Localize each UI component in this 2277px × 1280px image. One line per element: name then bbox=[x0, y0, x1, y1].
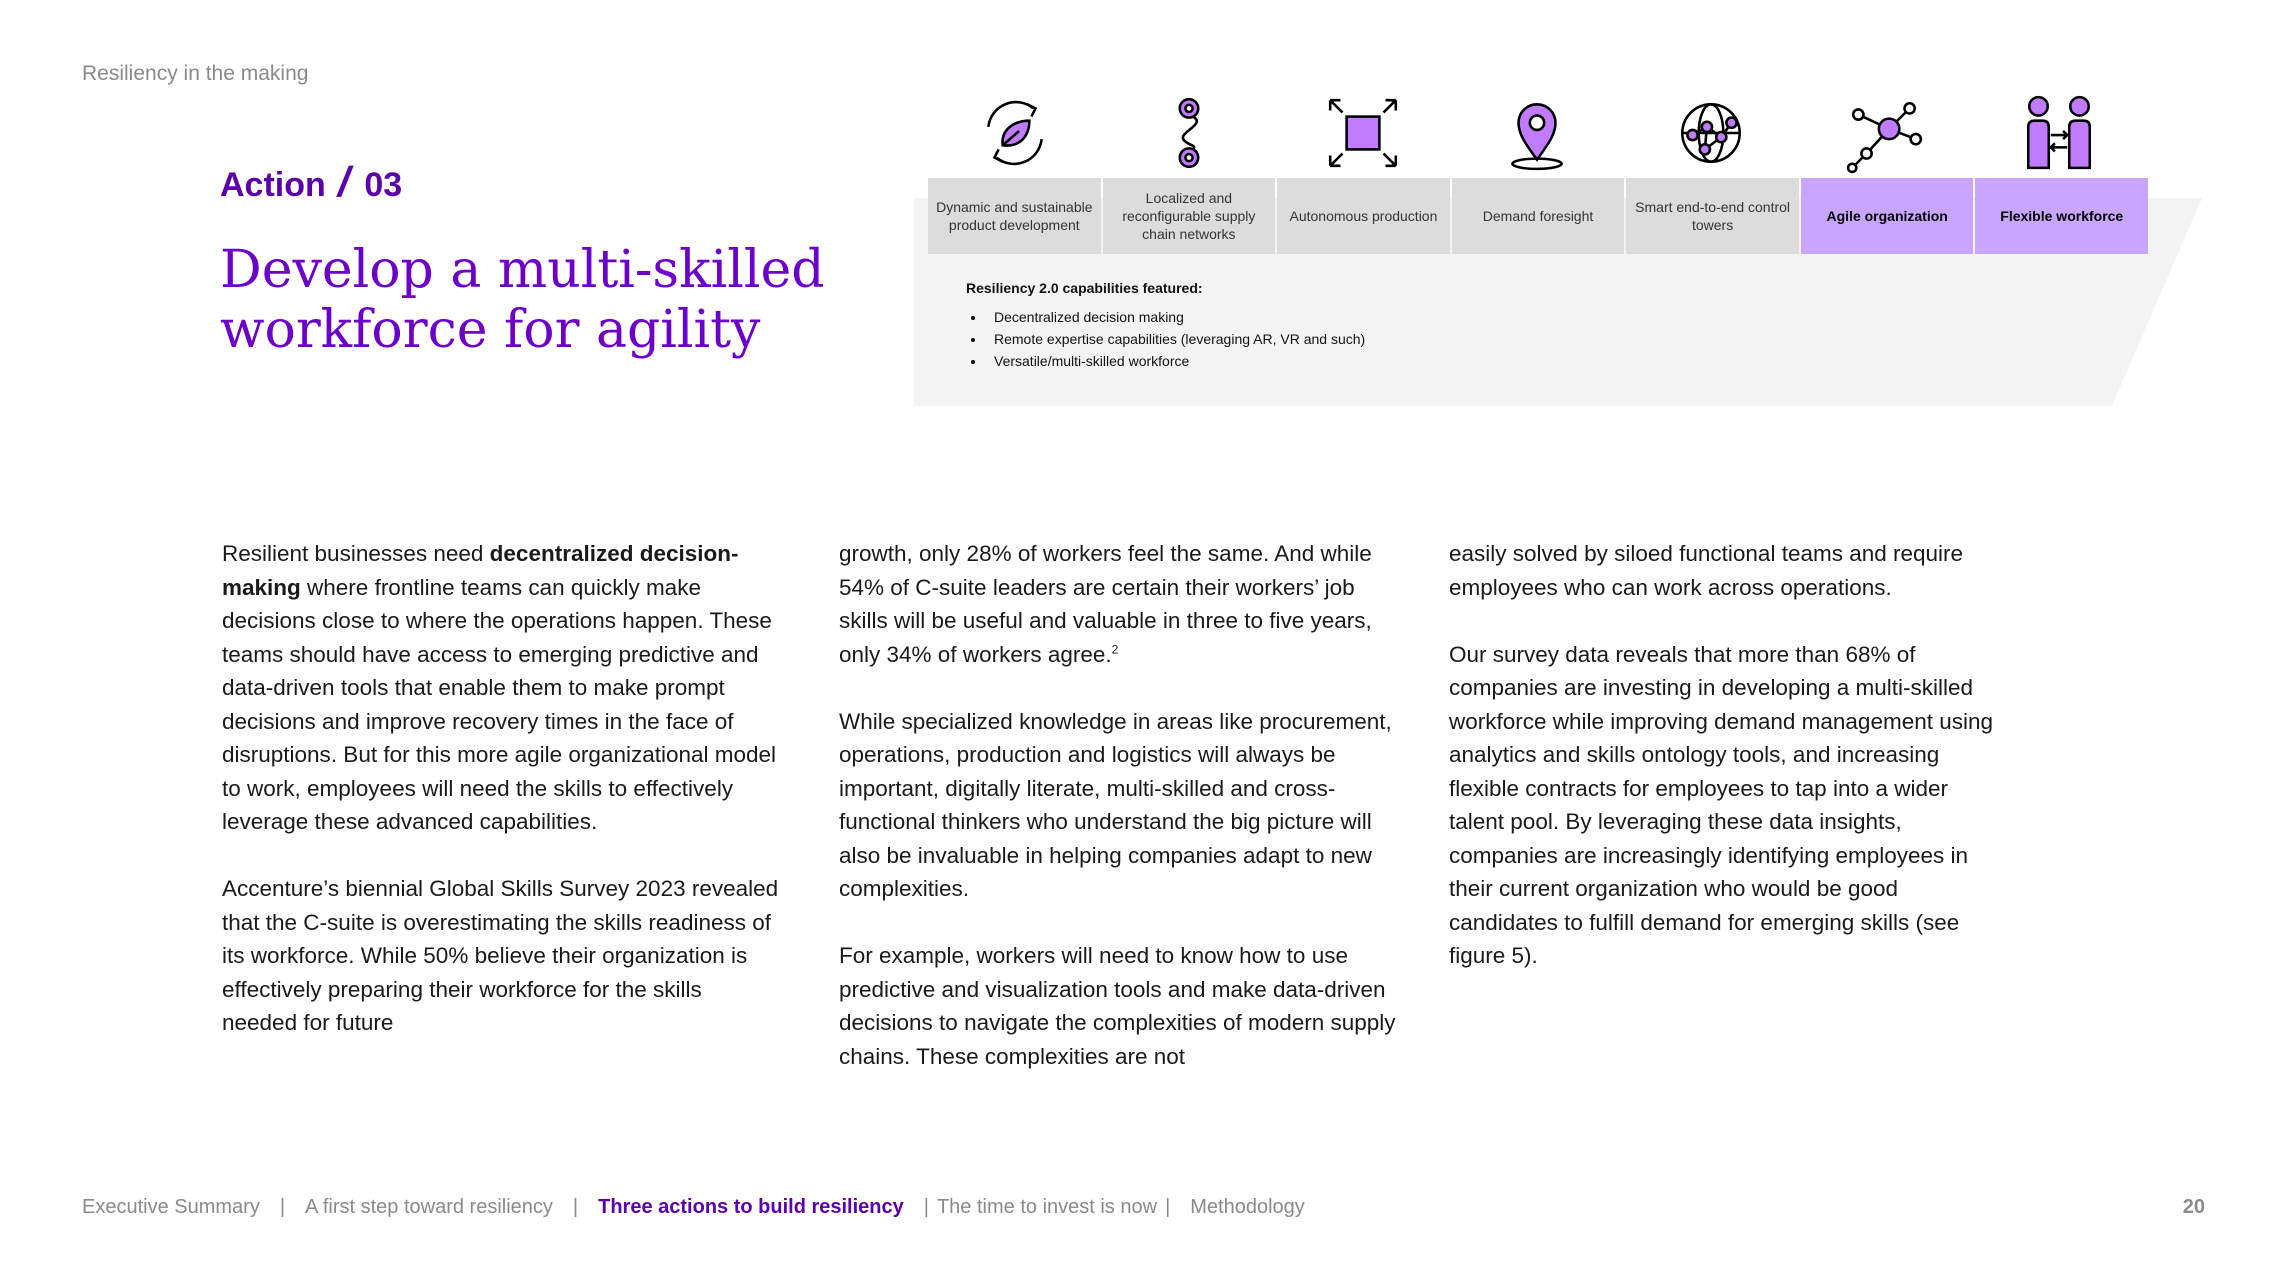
people-exchange-icon bbox=[1972, 88, 2146, 178]
leaf-cycle-icon bbox=[928, 88, 1102, 178]
capability-box-active: Agile organization bbox=[1801, 178, 1974, 254]
text-run: Resilient businesses need bbox=[222, 541, 490, 566]
page-title: Develop a multi-skilled workforce for agility bbox=[220, 240, 825, 360]
action-word: Action bbox=[220, 166, 326, 204]
paragraph: For example, workers will need to know how to use predictive and visualization tools and make data-driven decisions to navigate the complexities of modern supply chains. These complexities are not bbox=[839, 943, 1396, 1069]
nav-link-methodology[interactable]: Methodology bbox=[1190, 1196, 1305, 1218]
map-pin-icon bbox=[1450, 88, 1624, 178]
paragraph bbox=[222, 537, 782, 839]
nav-separator: | bbox=[572, 1196, 579, 1218]
capability-box: Autonomous production bbox=[1277, 178, 1450, 254]
footnote-ref[interactable]: 2 bbox=[1111, 642, 1119, 656]
nav-link-first-step[interactable]: A first step toward resiliency bbox=[305, 1196, 553, 1218]
paragraph: Our survey data reveals that more than 68% of companies are investing in developing a multi-skilled workforce while improving demand management using analytics and skills ontology tools, and increasing flexible contracts for employees to tap into a wider talent pool. By leveraging these data insights, companies are increasingly identifying employees in their current organization who would be good candidates to fulfill demand for emerging skills (see figure 5). bbox=[1449, 641, 1994, 968]
page-number: 20 bbox=[2182, 1196, 2205, 1218]
paragraph: easily solved by siloed functional teams and require employees who can work across operations. bbox=[1449, 541, 1964, 600]
capability-box: Demand foresight bbox=[1452, 178, 1625, 254]
paragraph: Accenture’s biennial Global Skills Survey 2023 revealed that the C-suite is overestimating the skills readiness of its workforce. While 50% believe their organization is effectively preparing their workforce for the skills needed for future bbox=[222, 876, 779, 1035]
capability-box: Localized and reconfigurable supply chain networks bbox=[1103, 178, 1276, 254]
body-column-1 bbox=[222, 537, 782, 1073]
paragraph: While specialized knowledge in areas like procurement, operations, production and logistics will always be important, digitally literate, multi-skilled and cross-functional thinkers who understand the big picture will also be invaluable in helping companies adapt to new complexities. bbox=[839, 708, 1392, 901]
featured-capabilities bbox=[966, 280, 1365, 372]
footer-nav bbox=[82, 1196, 1305, 1219]
capability-box-active: Flexible workforce bbox=[1975, 178, 2148, 254]
text-run: growth, only 28% of workers feel the same. And while 54% of C-suite leaders are certain their workers’ job skills will be useful and valuable in three to five years, only 34% of workers agree. bbox=[839, 541, 1372, 667]
running-head: Resiliency in the making bbox=[82, 62, 309, 85]
expand-arrows-icon bbox=[1276, 88, 1450, 178]
nav-separator: | bbox=[1165, 1196, 1171, 1218]
capability-icons bbox=[928, 88, 2148, 178]
action-slash: / bbox=[334, 158, 357, 205]
network-path-icon bbox=[1102, 88, 1276, 178]
text-run: where frontline teams can quickly make decisions close to where the operations happen. These teams should have access to emerging predictive and data-driven tools that enable them to make prompt decisions and improve recovery times in the face of disruptions. But for this more agile organizational model to work, employees will need the skills to effectively leverage these advanced capabilities. bbox=[222, 574, 777, 834]
globe-network-icon bbox=[1624, 88, 1798, 178]
nav-separator: | bbox=[279, 1196, 286, 1218]
nav-link-three-actions[interactable]: Three actions to build resiliency bbox=[598, 1196, 904, 1218]
capability-labels bbox=[928, 178, 2148, 254]
hub-network-icon bbox=[1798, 88, 1972, 178]
action-label bbox=[220, 158, 402, 206]
featured-title: Resiliency 2.0 capabilities featured: bbox=[966, 280, 1203, 296]
paragraph bbox=[839, 537, 1399, 671]
featured-list bbox=[966, 306, 1365, 372]
capability-box: Smart end-to-end control towers bbox=[1626, 178, 1799, 254]
list-item: • Versatile/multi-skilled workforce bbox=[986, 350, 1365, 372]
list-item: • Decentralized decision making bbox=[986, 306, 1365, 328]
capability-box: Dynamic and sustainable product development bbox=[928, 178, 1101, 254]
nav-separator: | bbox=[923, 1196, 929, 1218]
body-column-2 bbox=[839, 537, 1399, 1107]
nav-link-time-to-invest[interactable]: The time to invest is now bbox=[936, 1196, 1158, 1218]
emphasis: decentralized decision-making bbox=[222, 541, 739, 600]
list-item: • Remote expertise capabilities (leveraging AR, VR and such) bbox=[986, 328, 1365, 350]
nav-link-executive-summary[interactable]: Executive Summary bbox=[82, 1196, 260, 1218]
action-number: 03 bbox=[364, 166, 403, 204]
body-column-3 bbox=[1449, 537, 2009, 1006]
